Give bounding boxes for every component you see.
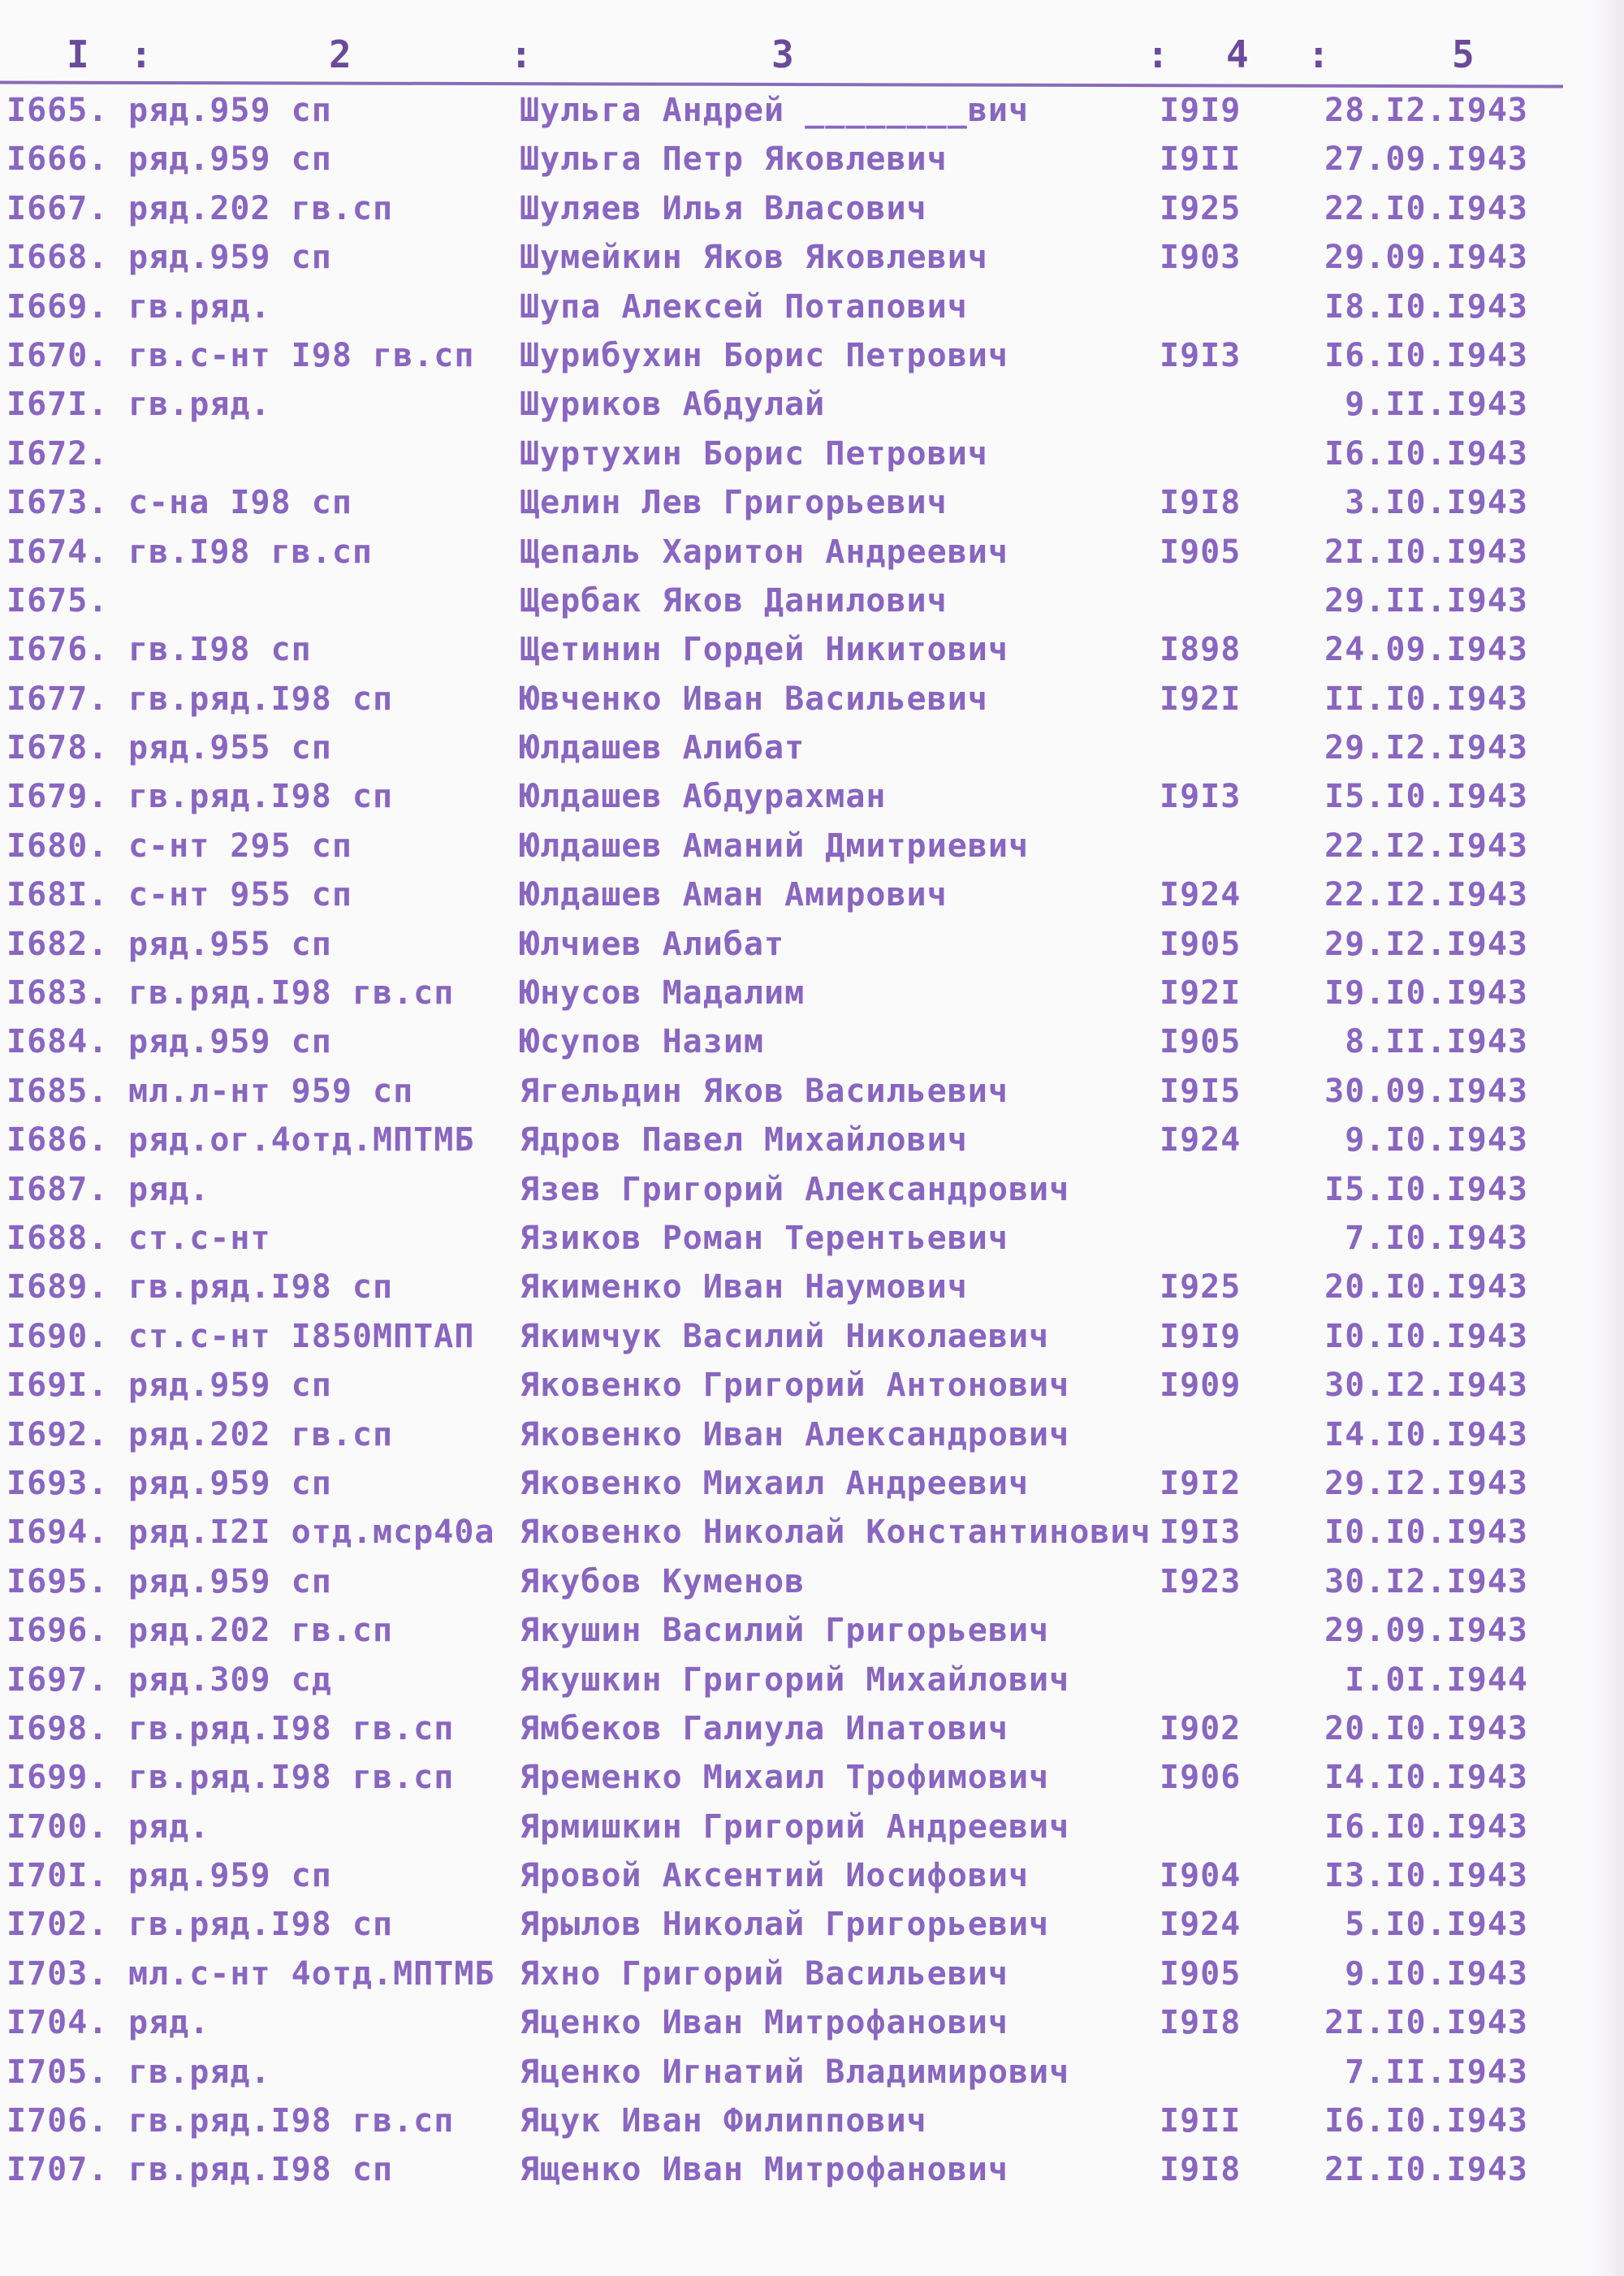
header-col-1: I: [67, 32, 89, 76]
record-num: I665.: [6, 92, 109, 129]
record-date: 22.I0.I943: [1324, 189, 1528, 227]
record-date: 30.I2.I943: [1324, 1562, 1528, 1600]
record-num: I700.: [6, 1807, 109, 1846]
table-row: [0, 968, 1592, 1017]
record-date: I6.I0.I943: [1324, 434, 1528, 473]
record-name: Ядров Павел Михайлович: [520, 1121, 968, 1160]
record-rank: мл.с-нт 4отд.МПТМБ: [128, 1954, 495, 1993]
table-row: [0, 1899, 1592, 1948]
record-date: I0.I0.I943: [1324, 1317, 1528, 1355]
record-rank: гв.I98 сп: [128, 631, 312, 669]
record-num: I690.: [6, 1317, 109, 1355]
table-row: [0, 919, 1592, 968]
header-col-4: 4: [1226, 32, 1249, 76]
header-col-3: 3: [771, 32, 794, 76]
table-row: [0, 184, 1592, 232]
table-row: [0, 1458, 1592, 1507]
record-name: Ярылов Николай Григорьевич: [520, 1906, 1050, 1944]
record-name: Яценко Иван Митрофанович: [520, 2004, 1009, 2042]
record-name: Яковенко Михаил Андреевич: [520, 1464, 1030, 1502]
record-year: I906: [1160, 1759, 1242, 1797]
record-name: Щербак Яков Данилович: [520, 581, 948, 620]
record-rank: ст.с-нт I850МПТАП: [128, 1317, 475, 1355]
header-sep-3: :: [1147, 32, 1169, 76]
record-year: I92I: [1160, 974, 1242, 1013]
record-rank: гв.ряд.I98 сп: [128, 1906, 394, 1944]
record-date: 22.I2.I943: [1324, 827, 1528, 865]
record-date: I3.I0.I943: [1324, 1857, 1528, 1895]
record-rank: ряд.959 сп: [128, 140, 332, 179]
record-name: Яременко Михаил Трофимович: [520, 1759, 1050, 1797]
record-num: I707.: [6, 2151, 109, 2189]
record-num: I667.: [6, 189, 109, 227]
table-row: [0, 1752, 1592, 1801]
table-row: [0, 1360, 1592, 1409]
record-date: I6.I0.I943: [1324, 336, 1528, 374]
record-date: 5.I0.I943: [1345, 1906, 1528, 1944]
record-name: Юнусов Мадалим: [520, 974, 806, 1013]
record-name: Шульга Петр Яковлевич: [520, 140, 948, 179]
record-name: Щетинин Гордей Никитович: [520, 631, 1009, 669]
page-edge-shadow: [1592, 0, 1624, 2276]
record-rank: ряд.: [128, 1807, 210, 1846]
record-num: I678.: [6, 729, 109, 767]
table-row: [0, 282, 1592, 330]
record-rank: ряд.959 сп: [128, 1464, 332, 1502]
record-num: I69I.: [6, 1367, 109, 1405]
record-rank: гв.ряд.I98 гв.сп: [128, 1759, 455, 1797]
record-name: Юсупов Назим: [520, 1023, 764, 1061]
record-year: I9I8: [1160, 2004, 1242, 2042]
record-name: Яхно Григорий Васильевич: [520, 1954, 1009, 1993]
record-rank: ряд.959 сп: [128, 1562, 332, 1600]
record-date: II.I0.I943: [1324, 680, 1528, 718]
record-rank: с-на I98 сп: [128, 484, 352, 522]
record-name: Щелин Лев Григорьевич: [520, 484, 948, 522]
table-row: [0, 330, 1592, 379]
record-year: I924: [1160, 1121, 1242, 1160]
record-date: 2I.I0.I943: [1324, 533, 1528, 571]
record-num: I705.: [6, 2053, 109, 2091]
record-num: I674.: [6, 533, 109, 571]
record-num: I699.: [6, 1759, 109, 1797]
record-rank: гв.ряд.I98 гв.сп: [128, 2102, 455, 2140]
record-name: Ягельдин Яков Васильевич: [520, 1072, 1009, 1110]
record-date: 27.09.I943: [1324, 140, 1528, 179]
record-date: I4.I0.I943: [1324, 1759, 1528, 1797]
record-year: I9I5: [1160, 1072, 1242, 1110]
record-name: Юлдашев Алибат: [520, 729, 806, 767]
record-rank: гв.ряд.: [128, 2053, 271, 2091]
record-name: Юлдашев Абдурахман: [520, 778, 887, 816]
table-row: [0, 1704, 1592, 1752]
record-year: I924: [1160, 876, 1242, 914]
record-name: Щепаль Харитон Андреевич: [520, 533, 1009, 571]
table-row: [0, 2047, 1592, 2096]
record-date: I9.I0.I943: [1324, 974, 1528, 1013]
table-row: [0, 674, 1592, 723]
record-rank: гв.ряд.I98 сп: [128, 680, 394, 718]
record-num: I688.: [6, 1219, 109, 1257]
record-date: 20.I0.I943: [1324, 1709, 1528, 1747]
record-name: Ямбеков Галиула Ипатович: [520, 1709, 1009, 1747]
record-year: I925: [1160, 1268, 1242, 1306]
header-sep-1: :: [130, 32, 153, 76]
record-name: Якименко Иван Наумович: [520, 1268, 968, 1306]
record-date: I6.I0.I943: [1324, 2102, 1528, 2140]
record-date: I.0I.I944: [1345, 1661, 1528, 1699]
record-num: I682.: [6, 925, 109, 963]
table-row: [0, 1410, 1592, 1458]
record-rank: ряд.ог.4отд.МПТМБ: [128, 1121, 475, 1160]
record-date: 22.I2.I943: [1324, 876, 1528, 914]
record-date: 29.I2.I943: [1324, 729, 1528, 767]
record-num: I692.: [6, 1415, 109, 1453]
record-num: I694.: [6, 1514, 109, 1552]
table-row: [0, 429, 1592, 477]
record-date: I0.I0.I943: [1324, 1514, 1528, 1552]
record-name: Ященко Иван Митрофанович: [520, 2151, 1009, 2189]
table-row: [0, 1851, 1592, 1899]
record-rank: гв.ряд.I98 гв.сп: [128, 974, 455, 1013]
record-num: I687.: [6, 1170, 109, 1208]
record-name: Юлчиев Алибат: [520, 925, 785, 963]
record-num: I669.: [6, 287, 109, 326]
table-row: [0, 1655, 1592, 1704]
table-row: [0, 2096, 1592, 2144]
record-num: I703.: [6, 1954, 109, 1993]
record-name: Яценко Игнатий Владимирович: [520, 2053, 1070, 2091]
record-num: I68I.: [6, 876, 109, 914]
table-row: [0, 1164, 1592, 1213]
record-date: 2I.I0.I943: [1324, 2151, 1528, 2189]
record-num: I680.: [6, 827, 109, 865]
record-date: 9.I0.I943: [1345, 1954, 1528, 1993]
record-rank: ряд.959 сп: [128, 92, 332, 129]
header-sep-2: :: [510, 32, 533, 76]
record-name: Шуртухин Борис Петрович: [520, 434, 988, 473]
record-name: Якимчук Василий Николаевич: [520, 1317, 1050, 1355]
record-year: I9I3: [1160, 778, 1242, 816]
table-row: [0, 1557, 1592, 1605]
table-row: [0, 576, 1592, 624]
record-date: I4.I0.I943: [1324, 1415, 1528, 1453]
record-name: Шумейкин Яков Яковлевич: [520, 239, 988, 277]
header-sep-4: :: [1307, 32, 1330, 76]
record-rank: гв.ряд.: [128, 287, 271, 326]
record-date: 2I.I0.I943: [1324, 2004, 1528, 2042]
table-row: [0, 1311, 1592, 1360]
record-year: I9I9: [1160, 1317, 1242, 1355]
record-year: I905: [1160, 1954, 1242, 1993]
record-name: Якубов Куменов: [520, 1562, 806, 1600]
record-year: I9I9: [1160, 92, 1242, 129]
record-name: Якушкин Григорий Михайлович: [520, 1661, 1070, 1699]
record-date: 30.I2.I943: [1324, 1367, 1528, 1405]
table-row: [0, 1802, 1592, 1851]
record-rank: гв.I98 гв.сп: [128, 533, 373, 571]
record-rank: гв.ряд.I98 сп: [128, 2151, 394, 2189]
record-rank: ряд.959 сп: [128, 1367, 332, 1405]
record-num: I706.: [6, 2102, 109, 2140]
record-name: Яковенко Иван Александрович: [520, 1415, 1070, 1453]
record-rank: ряд.955 сп: [128, 925, 332, 963]
record-year: I9I2: [1160, 1464, 1242, 1502]
record-year: I905: [1160, 925, 1242, 963]
record-year: I905: [1160, 1023, 1242, 1061]
record-year: I9II: [1160, 2102, 1242, 2140]
record-date: 29.09.I943: [1324, 239, 1528, 277]
record-date: 29.I2.I943: [1324, 1464, 1528, 1502]
record-name: Яцук Иван Филиппович: [520, 2102, 927, 2140]
record-num: I704.: [6, 2004, 109, 2042]
record-num: I67I.: [6, 386, 109, 424]
table-row: [0, 379, 1592, 428]
record-num: I702.: [6, 1906, 109, 1944]
record-num: I668.: [6, 239, 109, 277]
record-year: I903: [1160, 239, 1242, 277]
record-rank: гв.ряд.I98 сп: [128, 1268, 394, 1306]
record-rank: ряд.955 сп: [128, 729, 332, 767]
record-name: Ювченко Иван Васильевич: [520, 680, 988, 718]
record-rank: гв.ряд.I98 сп: [128, 778, 394, 816]
table-row: [0, 1017, 1592, 1065]
record-date: I6.I0.I943: [1324, 1807, 1528, 1846]
record-rank: ряд.959 сп: [128, 1857, 332, 1895]
record-rank: гв.ряд.: [128, 386, 271, 424]
record-name: Яровой Аксентий Иосифович: [520, 1857, 1030, 1895]
table-row: [0, 624, 1592, 673]
record-name: Ярмишкин Григорий Андреевич: [520, 1807, 1070, 1846]
record-date: I5.I0.I943: [1324, 1170, 1528, 1208]
record-num: I70I.: [6, 1857, 109, 1895]
table-row: [0, 232, 1592, 281]
record-year: I924: [1160, 1906, 1242, 1944]
table-row: [0, 1262, 1592, 1311]
record-num: I677.: [6, 680, 109, 718]
record-name: Шуляев Илья Власович: [520, 189, 927, 227]
record-name: Шурибухин Борис Петрович: [520, 336, 1009, 374]
record-rank: гв.ряд.I98 гв.сп: [128, 1709, 455, 1747]
record-num: I666.: [6, 140, 109, 179]
record-rank: ряд.202 гв.сп: [128, 1612, 394, 1650]
record-rank: ряд.202 гв.сп: [128, 1415, 394, 1453]
record-name: Юлдашев Аман Амирович: [520, 876, 948, 914]
record-rank: с-нт 955 сп: [128, 876, 352, 914]
table-row: [0, 1066, 1592, 1115]
table-row: [0, 1997, 1592, 2046]
record-year: I923: [1160, 1562, 1242, 1600]
record-date: I8.I0.I943: [1324, 287, 1528, 326]
record-num: I689.: [6, 1268, 109, 1306]
record-date: 3.I0.I943: [1345, 484, 1528, 522]
record-rank: гв.с-нт I98 гв.сп: [128, 336, 475, 374]
record-year: I898: [1160, 631, 1242, 669]
record-name: Шуриков Абдулай: [520, 386, 826, 424]
record-num: I679.: [6, 778, 109, 816]
record-date: 7.II.I943: [1345, 2053, 1528, 2091]
table-row: [0, 1605, 1592, 1654]
record-date: 29.09.I943: [1324, 1612, 1528, 1650]
record-year: I9I8: [1160, 2151, 1242, 2189]
record-year: I9II: [1160, 140, 1242, 179]
record-year: I902: [1160, 1709, 1242, 1747]
record-num: I684.: [6, 1023, 109, 1061]
table-row: [0, 85, 1592, 134]
table-row: [0, 1115, 1592, 1164]
record-rank: ряд.: [128, 1170, 210, 1208]
record-year: I904: [1160, 1857, 1242, 1895]
table-row: [0, 771, 1592, 820]
record-date: 7.I0.I943: [1345, 1219, 1528, 1257]
record-rank: ряд.I2I отд.мср40а: [128, 1514, 495, 1552]
record-year: I92I: [1160, 680, 1242, 718]
record-num: I670.: [6, 336, 109, 374]
header-col-5: 5: [1452, 32, 1475, 76]
record-rank: ряд.: [128, 2004, 210, 2042]
record-rank: ряд.202 гв.сп: [128, 189, 394, 227]
record-date: 20.I0.I943: [1324, 1268, 1528, 1306]
header-col-2: 2: [329, 32, 352, 76]
record-num: I696.: [6, 1612, 109, 1650]
record-rank: мл.л-нт 959 сп: [128, 1072, 414, 1110]
table-row: [0, 2144, 1592, 2193]
record-num: I697.: [6, 1661, 109, 1699]
record-date: 8.II.I943: [1345, 1023, 1528, 1061]
record-date: 24.09.I943: [1324, 631, 1528, 669]
record-date: 9.I0.I943: [1345, 1121, 1528, 1160]
record-date: I5.I0.I943: [1324, 778, 1528, 816]
record-num: I675.: [6, 581, 109, 620]
records-table: [0, 85, 1592, 2194]
record-date: 9.II.I943: [1345, 386, 1528, 424]
record-rank: ряд.959 сп: [128, 1023, 332, 1061]
table-row: [0, 821, 1592, 870]
table-row: [0, 723, 1592, 771]
record-date: 29.II.I943: [1324, 581, 1528, 620]
record-year: I9I3: [1160, 1514, 1242, 1552]
record-num: I686.: [6, 1121, 109, 1160]
table-row: [0, 477, 1592, 526]
record-year: I9I3: [1160, 336, 1242, 374]
record-num: I685.: [6, 1072, 109, 1110]
record-name: Шульга Андрей ________вич: [520, 92, 1030, 129]
table-row: [0, 527, 1592, 576]
record-rank: ряд.309 сд: [128, 1661, 332, 1699]
table-row: [0, 1507, 1592, 1556]
record-date: 29.I2.I943: [1324, 925, 1528, 963]
record-year: I909: [1160, 1367, 1242, 1405]
record-rank: с-нт 295 сп: [128, 827, 352, 865]
table-row: [0, 134, 1592, 183]
table-row: [0, 1949, 1592, 1997]
table-row: [0, 870, 1592, 918]
record-date: 28.I2.I943: [1324, 92, 1528, 129]
record-num: I673.: [6, 484, 109, 522]
record-name: Яковенко Николай Константинович: [520, 1514, 1151, 1552]
record-rank: ст.с-нт: [128, 1219, 271, 1257]
record-year: I925: [1160, 189, 1242, 227]
table-row: [0, 1213, 1592, 1262]
record-num: I695.: [6, 1562, 109, 1600]
record-name: Шупа Алексей Потапович: [520, 287, 968, 326]
record-num: I676.: [6, 631, 109, 669]
record-name: Якушин Василий Григорьевич: [520, 1612, 1050, 1650]
record-name: Яковенко Григорий Антонович: [520, 1367, 1070, 1405]
record-name: Язев Григорий Александрович: [520, 1170, 1070, 1208]
record-rank: ряд.959 сп: [128, 239, 332, 277]
record-name: Юлдашев Аманий Дмитриевич: [520, 827, 1030, 865]
record-date: 30.09.I943: [1324, 1072, 1528, 1110]
record-year: I9I8: [1160, 484, 1242, 522]
record-num: I672.: [6, 434, 109, 473]
record-num: I683.: [6, 974, 109, 1013]
record-name: Язиков Роман Терентьевич: [520, 1219, 1009, 1257]
record-num: I693.: [6, 1464, 109, 1502]
record-num: I698.: [6, 1709, 109, 1747]
record-year: I905: [1160, 533, 1242, 571]
